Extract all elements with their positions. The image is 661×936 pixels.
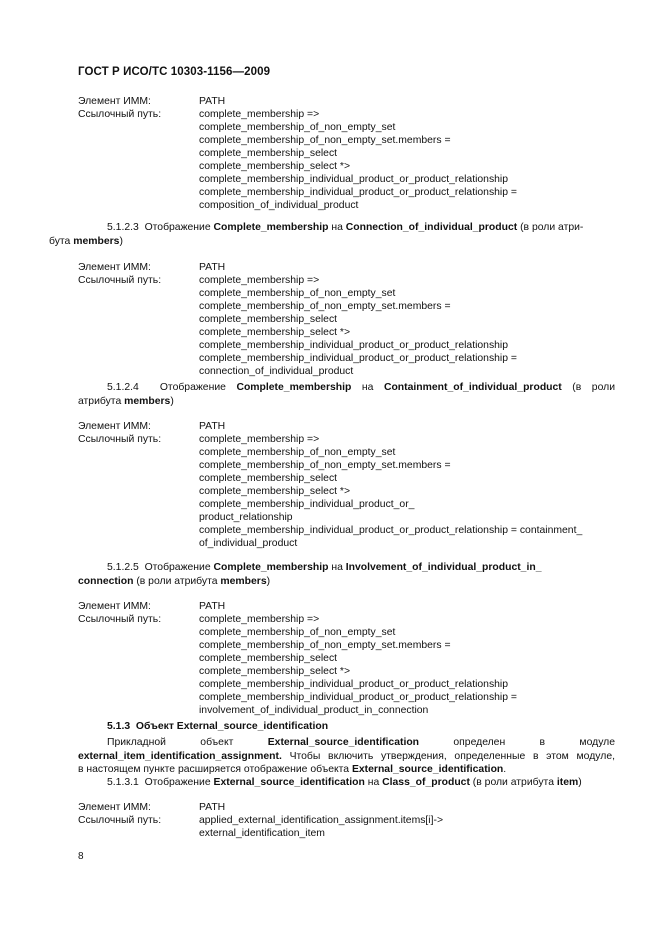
reference-path-line: complete_membership_of_non_empty_set.members = bbox=[199, 301, 451, 312]
page-number: 8 bbox=[78, 851, 84, 862]
aim-element-label: Элемент ИММ: bbox=[78, 421, 151, 432]
section-5-1-3-1-heading: 5.1.3.1 Отображение External_source_identification на Class_of_product (в роли атрибута item) bbox=[107, 777, 582, 788]
aim-element-label: Элемент ИММ: bbox=[78, 601, 151, 612]
section-5-1-2-4-heading: 5.1.2.4 Отображение Complete_membership на Containment_of_individual_product (в роли атрибута members) bbox=[78, 382, 615, 407]
reference-path-line: external_identification_item bbox=[199, 828, 325, 839]
reference-path-label: Ссылочный путь: bbox=[78, 434, 162, 445]
mapping-block-5 bbox=[78, 801, 615, 840]
reference-path-line: complete_membership_individual_product_or_product_relationship = bbox=[199, 353, 517, 364]
reference-path-label: Ссылочный путь: bbox=[78, 109, 162, 120]
reference-path-line: complete_membership_of_non_empty_set.members = bbox=[199, 640, 451, 651]
reference-path-line: complete_membership_select bbox=[199, 148, 338, 159]
reference-path-line: complete_membership_of_non_empty_set bbox=[199, 447, 396, 458]
document-header: ГОСТ Р ИСО/ТС 10303-1156—2009 bbox=[78, 66, 271, 78]
reference-path-line: complete_membership_individual_product_or_ bbox=[199, 499, 415, 510]
aim-element-value: PATH bbox=[199, 96, 226, 107]
reference-path-line: complete_membership_individual_product_or_product_relationship = bbox=[199, 692, 517, 703]
section-5-1-3-heading: 5.1.3 Объект External_source_identification bbox=[107, 721, 329, 732]
mapping-block-2 bbox=[78, 261, 615, 378]
reference-path-line: complete_membership_of_non_empty_set bbox=[199, 288, 396, 299]
reference-path-label: Ссылочный путь: bbox=[78, 275, 162, 286]
aim-element-value: PATH bbox=[199, 601, 226, 612]
reference-path-label: Ссылочный путь: bbox=[78, 614, 162, 625]
reference-path-label: Ссылочный путь: bbox=[78, 815, 162, 826]
aim-element-label: Элемент ИММ: bbox=[78, 96, 151, 107]
reference-path-line: complete_membership_select bbox=[199, 314, 338, 325]
reference-path-line: involvement_of_individual_product_in_connection bbox=[199, 705, 429, 716]
reference-path-line: complete_membership => bbox=[199, 434, 320, 445]
reference-path-line: complete_membership_individual_product_or_product_relationship bbox=[199, 679, 509, 690]
reference-path-line: complete_membership_select bbox=[199, 653, 338, 664]
reference-path-line: complete_membership_individual_product_or_product_relationship = containment_ bbox=[199, 525, 583, 536]
mapping-block-4 bbox=[78, 600, 615, 717]
reference-path-line: complete_membership_individual_product_or_product_relationship = bbox=[199, 187, 517, 198]
reference-path-line: complete_membership_select *> bbox=[199, 666, 351, 677]
reference-path-line: complete_membership_individual_product_or_product_relationship bbox=[199, 340, 509, 351]
reference-path-line: complete_membership_of_non_empty_set.members = bbox=[199, 460, 451, 471]
reference-path-line: complete_membership => bbox=[199, 109, 320, 120]
mapping-block-1 bbox=[78, 95, 615, 212]
mapping-block-3 bbox=[78, 420, 615, 550]
reference-path-line: complete_membership_individual_product_or_product_relationship bbox=[199, 174, 509, 185]
aim-element-value: PATH bbox=[199, 802, 226, 813]
reference-path-line: complete_membership_of_non_empty_set.members = bbox=[199, 135, 451, 146]
reference-path-line: complete_membership => bbox=[199, 614, 320, 625]
reference-path-line: complete_membership_select bbox=[199, 473, 338, 484]
section-5-1-3-paragraph: Прикладной объект External_source_identification определен в модуле external_item_identification_assignment. Чтобы включить утверждения, определенные в этом модуле, в настоящем пункте расширяется отображение объекта External_source_identification. bbox=[78, 737, 615, 775]
reference-path-line: of_individual_product bbox=[199, 538, 298, 549]
reference-path-line: complete_membership_of_non_empty_set bbox=[199, 122, 396, 133]
reference-path-line: complete_membership_select *> bbox=[199, 327, 351, 338]
aim-element-label: Элемент ИММ: bbox=[78, 802, 151, 813]
reference-path-line: applied_external_identification_assignment.items[i]-> bbox=[199, 815, 444, 826]
aim-element-label: Элемент ИММ: bbox=[78, 262, 151, 273]
reference-path-line: connection_of_individual_product bbox=[199, 366, 354, 377]
reference-path-line: complete_membership_select *> bbox=[199, 161, 351, 172]
reference-path-line: product_relationship bbox=[199, 512, 293, 523]
reference-path-line: composition_of_individual_product bbox=[199, 200, 359, 211]
aim-element-value: PATH bbox=[199, 262, 226, 273]
section-5-1-2-3-heading: 5.1.2.3 Отображение Complete_membership на Connection_of_individual_product (в роли атри- бута members) bbox=[49, 222, 584, 247]
reference-path-line: complete_membership_of_non_empty_set bbox=[199, 627, 396, 638]
aim-element-value: PATH bbox=[199, 421, 226, 432]
section-5-1-2-5-heading: 5.1.2.5 Отображение Complete_membership на Involvement_of_individual_product_in_ connection (в роли атрибута members) bbox=[78, 562, 542, 587]
reference-path-line: complete_membership_select *> bbox=[199, 486, 351, 497]
reference-path-line: complete_membership => bbox=[199, 275, 320, 286]
